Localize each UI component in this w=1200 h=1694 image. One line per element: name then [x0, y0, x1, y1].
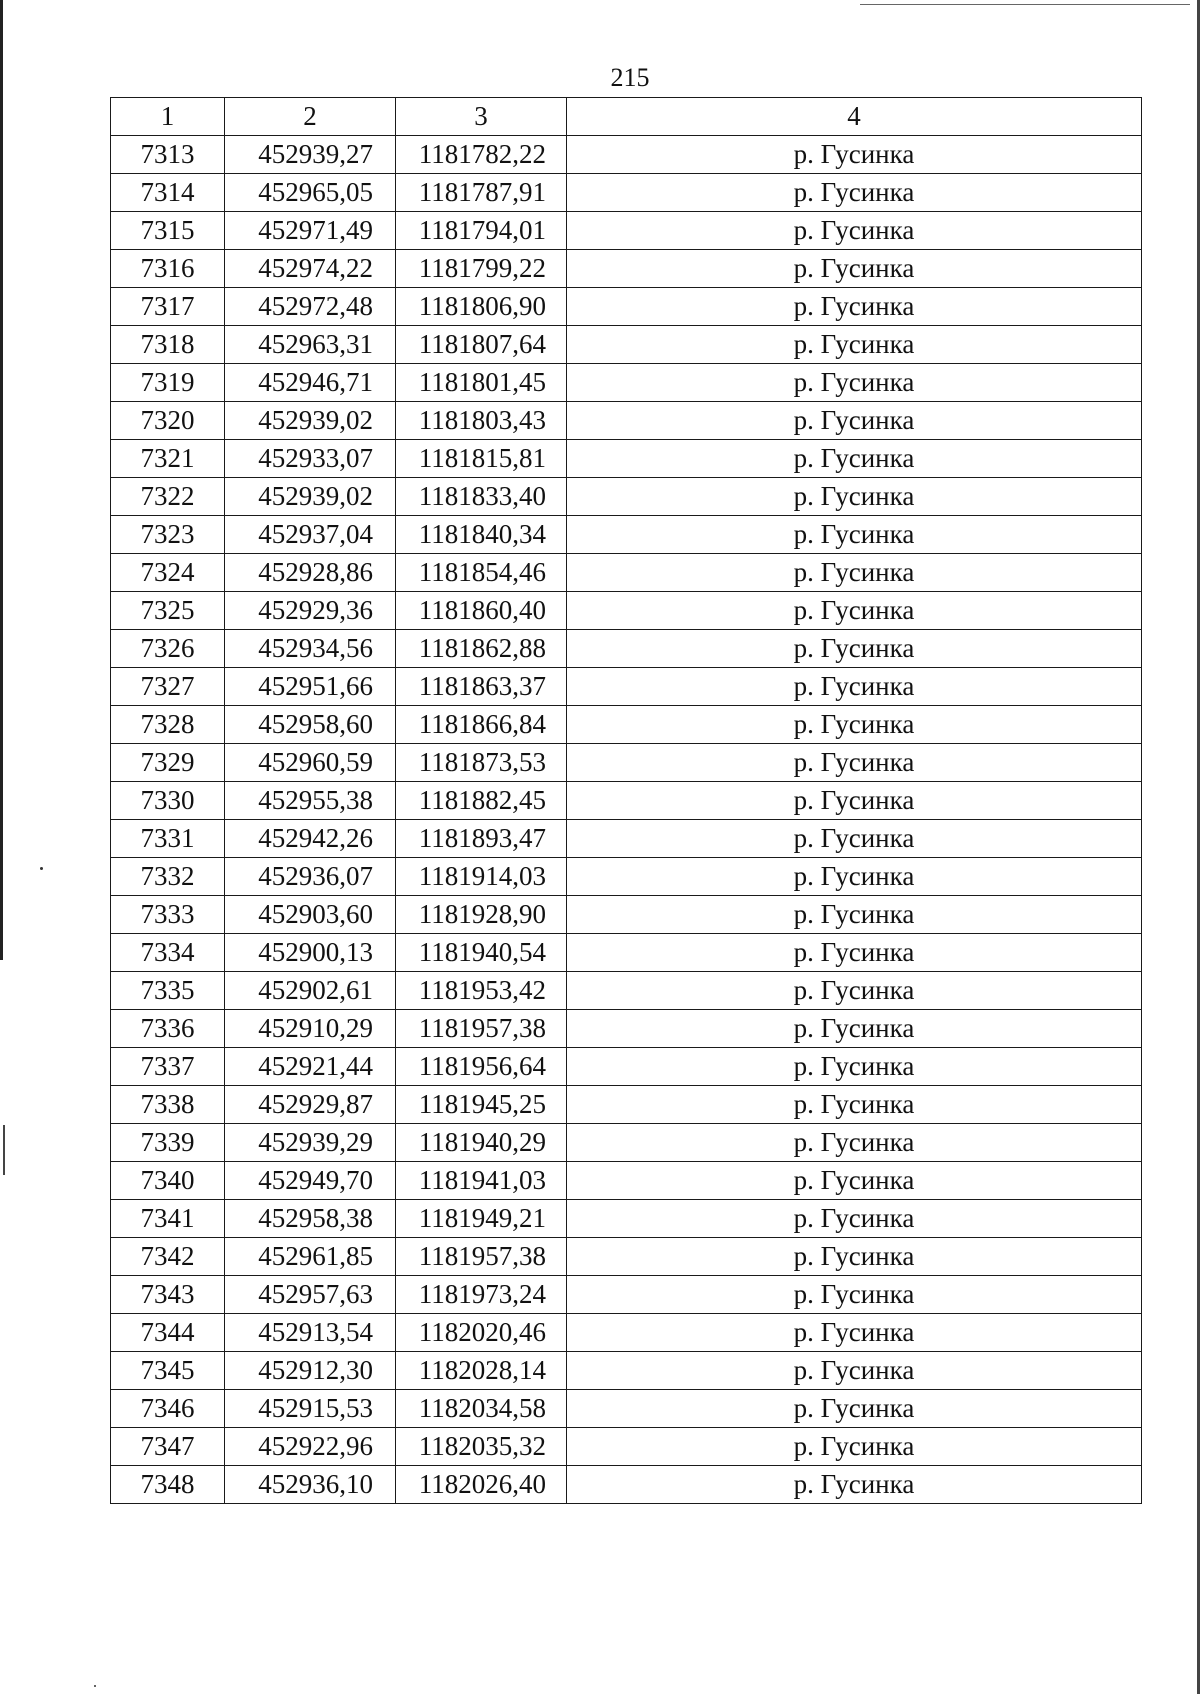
table-row — [111, 1314, 1142, 1352]
table-row — [111, 630, 1142, 668]
x-coordinate-cell: 452928,86 — [225, 554, 396, 592]
table-row — [111, 478, 1142, 516]
column-header: 2 — [225, 98, 396, 136]
x-coordinate-cell: 452913,54 — [225, 1314, 396, 1352]
point-number-cell: 7345 — [111, 1352, 225, 1390]
description-cell: р. Гусинка — [567, 1086, 1142, 1124]
scan-speck — [40, 867, 43, 870]
description-cell: р. Гусинка — [567, 744, 1142, 782]
table-row — [111, 972, 1142, 1010]
table-header-row — [111, 98, 1142, 136]
x-coordinate-cell: 452971,49 — [225, 212, 396, 250]
y-coordinate-cell: 1181940,29 — [396, 1124, 567, 1162]
description-cell: р. Гусинка — [567, 1314, 1142, 1352]
point-number-cell: 7314 — [111, 174, 225, 212]
table-row — [111, 136, 1142, 174]
table-row — [111, 516, 1142, 554]
table-row — [111, 1162, 1142, 1200]
y-coordinate-cell: 1181799,22 — [396, 250, 567, 288]
x-coordinate-cell: 452939,27 — [225, 136, 396, 174]
table-row — [111, 592, 1142, 630]
table-row — [111, 326, 1142, 364]
point-number-cell: 7333 — [111, 896, 225, 934]
x-coordinate-cell: 452939,02 — [225, 478, 396, 516]
x-coordinate-cell: 452972,48 — [225, 288, 396, 326]
column-header: 3 — [396, 98, 567, 136]
table-row — [111, 440, 1142, 478]
x-coordinate-cell: 452915,53 — [225, 1390, 396, 1428]
table-row — [111, 174, 1142, 212]
description-cell: р. Гусинка — [567, 136, 1142, 174]
point-number-cell: 7315 — [111, 212, 225, 250]
description-cell: р. Гусинка — [567, 1466, 1142, 1504]
point-number-cell: 7325 — [111, 592, 225, 630]
description-cell: р. Гусинка — [567, 782, 1142, 820]
y-coordinate-cell: 1182035,32 — [396, 1428, 567, 1466]
description-cell: р. Гусинка — [567, 250, 1142, 288]
description-cell: р. Гусинка — [567, 478, 1142, 516]
x-coordinate-cell: 452951,66 — [225, 668, 396, 706]
scan-edge-top — [860, 4, 1190, 5]
x-coordinate-cell: 452936,07 — [225, 858, 396, 896]
table-row — [111, 858, 1142, 896]
point-number-cell: 7343 — [111, 1276, 225, 1314]
point-number-cell: 7326 — [111, 630, 225, 668]
y-coordinate-cell: 1181794,01 — [396, 212, 567, 250]
point-number-cell: 7340 — [111, 1162, 225, 1200]
description-cell: р. Гусинка — [567, 1124, 1142, 1162]
y-coordinate-cell: 1181882,45 — [396, 782, 567, 820]
table-row — [111, 820, 1142, 858]
description-cell: р. Гусинка — [567, 364, 1142, 402]
point-number-cell: 7338 — [111, 1086, 225, 1124]
point-number-cell: 7313 — [111, 136, 225, 174]
coordinates-table — [110, 97, 1142, 1504]
page-number: 215 — [610, 63, 650, 92]
description-cell: р. Гусинка — [567, 1048, 1142, 1086]
y-coordinate-cell: 1182028,14 — [396, 1352, 567, 1390]
description-cell: р. Гусинка — [567, 554, 1142, 592]
x-coordinate-cell: 452910,29 — [225, 1010, 396, 1048]
table-row — [111, 1048, 1142, 1086]
table-row — [111, 250, 1142, 288]
x-coordinate-cell: 452963,31 — [225, 326, 396, 364]
point-number-cell: 7327 — [111, 668, 225, 706]
table-row — [111, 1086, 1142, 1124]
y-coordinate-cell: 1181803,43 — [396, 402, 567, 440]
description-cell: р. Гусинка — [567, 858, 1142, 896]
description-cell: р. Гусинка — [567, 896, 1142, 934]
x-coordinate-cell: 452934,56 — [225, 630, 396, 668]
point-number-cell: 7332 — [111, 858, 225, 896]
x-coordinate-cell: 452949,70 — [225, 1162, 396, 1200]
point-number-cell: 7329 — [111, 744, 225, 782]
x-coordinate-cell: 452955,38 — [225, 782, 396, 820]
point-number-cell: 7347 — [111, 1428, 225, 1466]
table-row — [111, 364, 1142, 402]
description-cell: р. Гусинка — [567, 288, 1142, 326]
point-number-cell: 7324 — [111, 554, 225, 592]
y-coordinate-cell: 1181893,47 — [396, 820, 567, 858]
y-coordinate-cell: 1181815,81 — [396, 440, 567, 478]
x-coordinate-cell: 452937,04 — [225, 516, 396, 554]
point-number-cell: 7344 — [111, 1314, 225, 1352]
x-coordinate-cell: 452903,60 — [225, 896, 396, 934]
point-number-cell: 7317 — [111, 288, 225, 326]
y-coordinate-cell: 1181787,91 — [396, 174, 567, 212]
point-number-cell: 7323 — [111, 516, 225, 554]
table-row — [111, 1352, 1142, 1390]
description-cell: р. Гусинка — [567, 668, 1142, 706]
table-row — [111, 288, 1142, 326]
x-coordinate-cell: 452942,26 — [225, 820, 396, 858]
description-cell: р. Гусинка — [567, 1352, 1142, 1390]
x-coordinate-cell: 452958,38 — [225, 1200, 396, 1238]
description-cell: р. Гусинка — [567, 820, 1142, 858]
point-number-cell: 7321 — [111, 440, 225, 478]
x-coordinate-cell: 452922,96 — [225, 1428, 396, 1466]
y-coordinate-cell: 1181782,22 — [396, 136, 567, 174]
x-coordinate-cell: 452900,13 — [225, 934, 396, 972]
table-row — [111, 934, 1142, 972]
description-cell: р. Гусинка — [567, 1010, 1142, 1048]
table-row — [111, 1124, 1142, 1162]
y-coordinate-cell: 1181953,42 — [396, 972, 567, 1010]
y-coordinate-cell: 1181941,03 — [396, 1162, 567, 1200]
y-coordinate-cell: 1182020,46 — [396, 1314, 567, 1352]
y-coordinate-cell: 1181806,90 — [396, 288, 567, 326]
column-header: 1 — [111, 98, 225, 136]
description-cell: р. Гусинка — [567, 630, 1142, 668]
table-row — [111, 744, 1142, 782]
y-coordinate-cell: 1181940,54 — [396, 934, 567, 972]
description-cell: р. Гусинка — [567, 440, 1142, 478]
description-cell: р. Гусинка — [567, 706, 1142, 744]
y-coordinate-cell: 1181840,34 — [396, 516, 567, 554]
y-coordinate-cell: 1181957,38 — [396, 1238, 567, 1276]
point-number-cell: 7336 — [111, 1010, 225, 1048]
point-number-cell: 7331 — [111, 820, 225, 858]
point-number-cell: 7318 — [111, 326, 225, 364]
y-coordinate-cell: 1181863,37 — [396, 668, 567, 706]
y-coordinate-cell: 1181957,38 — [396, 1010, 567, 1048]
description-cell: р. Гусинка — [567, 174, 1142, 212]
y-coordinate-cell: 1181862,88 — [396, 630, 567, 668]
table-row — [111, 1276, 1142, 1314]
y-coordinate-cell: 1181973,24 — [396, 1276, 567, 1314]
x-coordinate-cell: 452921,44 — [225, 1048, 396, 1086]
point-number-cell: 7334 — [111, 934, 225, 972]
x-coordinate-cell: 452961,85 — [225, 1238, 396, 1276]
y-coordinate-cell: 1181873,53 — [396, 744, 567, 782]
y-coordinate-cell: 1181928,90 — [396, 896, 567, 934]
point-number-cell: 7335 — [111, 972, 225, 1010]
description-cell: р. Гусинка — [567, 934, 1142, 972]
point-number-cell: 7348 — [111, 1466, 225, 1504]
description-cell: р. Гусинка — [567, 1428, 1142, 1466]
description-cell: р. Гусинка — [567, 1276, 1142, 1314]
table-row — [111, 212, 1142, 250]
description-cell: р. Гусинка — [567, 972, 1142, 1010]
point-number-cell: 7319 — [111, 364, 225, 402]
y-coordinate-cell: 1181807,64 — [396, 326, 567, 364]
x-coordinate-cell: 452965,05 — [225, 174, 396, 212]
x-coordinate-cell: 452939,29 — [225, 1124, 396, 1162]
y-coordinate-cell: 1181949,21 — [396, 1200, 567, 1238]
x-coordinate-cell: 452936,10 — [225, 1466, 396, 1504]
point-number-cell: 7339 — [111, 1124, 225, 1162]
table-body — [111, 136, 1142, 1504]
description-cell: р. Гусинка — [567, 1162, 1142, 1200]
y-coordinate-cell: 1181854,46 — [396, 554, 567, 592]
table-row — [111, 402, 1142, 440]
table-row — [111, 554, 1142, 592]
description-cell: р. Гусинка — [567, 1238, 1142, 1276]
description-cell: р. Гусинка — [567, 326, 1142, 364]
description-cell: р. Гусинка — [567, 592, 1142, 630]
table-row — [111, 668, 1142, 706]
scan-edge-mark — [3, 1125, 5, 1175]
x-coordinate-cell: 452929,87 — [225, 1086, 396, 1124]
y-coordinate-cell: 1181945,25 — [396, 1086, 567, 1124]
table-row — [111, 1238, 1142, 1276]
scan-speck — [94, 1685, 96, 1687]
y-coordinate-cell: 1182034,58 — [396, 1390, 567, 1428]
point-number-cell: 7346 — [111, 1390, 225, 1428]
table-row — [111, 896, 1142, 934]
table-row — [111, 782, 1142, 820]
point-number-cell: 7322 — [111, 478, 225, 516]
x-coordinate-cell: 452902,61 — [225, 972, 396, 1010]
point-number-cell: 7316 — [111, 250, 225, 288]
y-coordinate-cell: 1181833,40 — [396, 478, 567, 516]
y-coordinate-cell: 1181956,64 — [396, 1048, 567, 1086]
x-coordinate-cell: 452957,63 — [225, 1276, 396, 1314]
point-number-cell: 7342 — [111, 1238, 225, 1276]
y-coordinate-cell: 1181860,40 — [396, 592, 567, 630]
point-number-cell: 7341 — [111, 1200, 225, 1238]
scan-edge-left — [0, 0, 3, 960]
description-cell: р. Гусинка — [567, 402, 1142, 440]
point-number-cell: 7337 — [111, 1048, 225, 1086]
table-row — [111, 1428, 1142, 1466]
x-coordinate-cell: 452960,59 — [225, 744, 396, 782]
x-coordinate-cell: 452939,02 — [225, 402, 396, 440]
point-number-cell: 7320 — [111, 402, 225, 440]
x-coordinate-cell: 452958,60 — [225, 706, 396, 744]
x-coordinate-cell: 452946,71 — [225, 364, 396, 402]
table-row — [111, 1466, 1142, 1504]
table-row — [111, 1390, 1142, 1428]
description-cell: р. Гусинка — [567, 1390, 1142, 1428]
x-coordinate-cell: 452912,30 — [225, 1352, 396, 1390]
description-cell: р. Гусинка — [567, 1200, 1142, 1238]
y-coordinate-cell: 1181801,45 — [396, 364, 567, 402]
description-cell: р. Гусинка — [567, 212, 1142, 250]
description-cell: р. Гусинка — [567, 516, 1142, 554]
point-number-cell: 7330 — [111, 782, 225, 820]
y-coordinate-cell: 1181866,84 — [396, 706, 567, 744]
x-coordinate-cell: 452933,07 — [225, 440, 396, 478]
x-coordinate-cell: 452929,36 — [225, 592, 396, 630]
point-number-cell: 7328 — [111, 706, 225, 744]
column-header: 4 — [567, 98, 1142, 136]
table-row — [111, 1200, 1142, 1238]
y-coordinate-cell: 1181914,03 — [396, 858, 567, 896]
table-row — [111, 1010, 1142, 1048]
table-row — [111, 706, 1142, 744]
x-coordinate-cell: 452974,22 — [225, 250, 396, 288]
y-coordinate-cell: 1182026,40 — [396, 1466, 567, 1504]
